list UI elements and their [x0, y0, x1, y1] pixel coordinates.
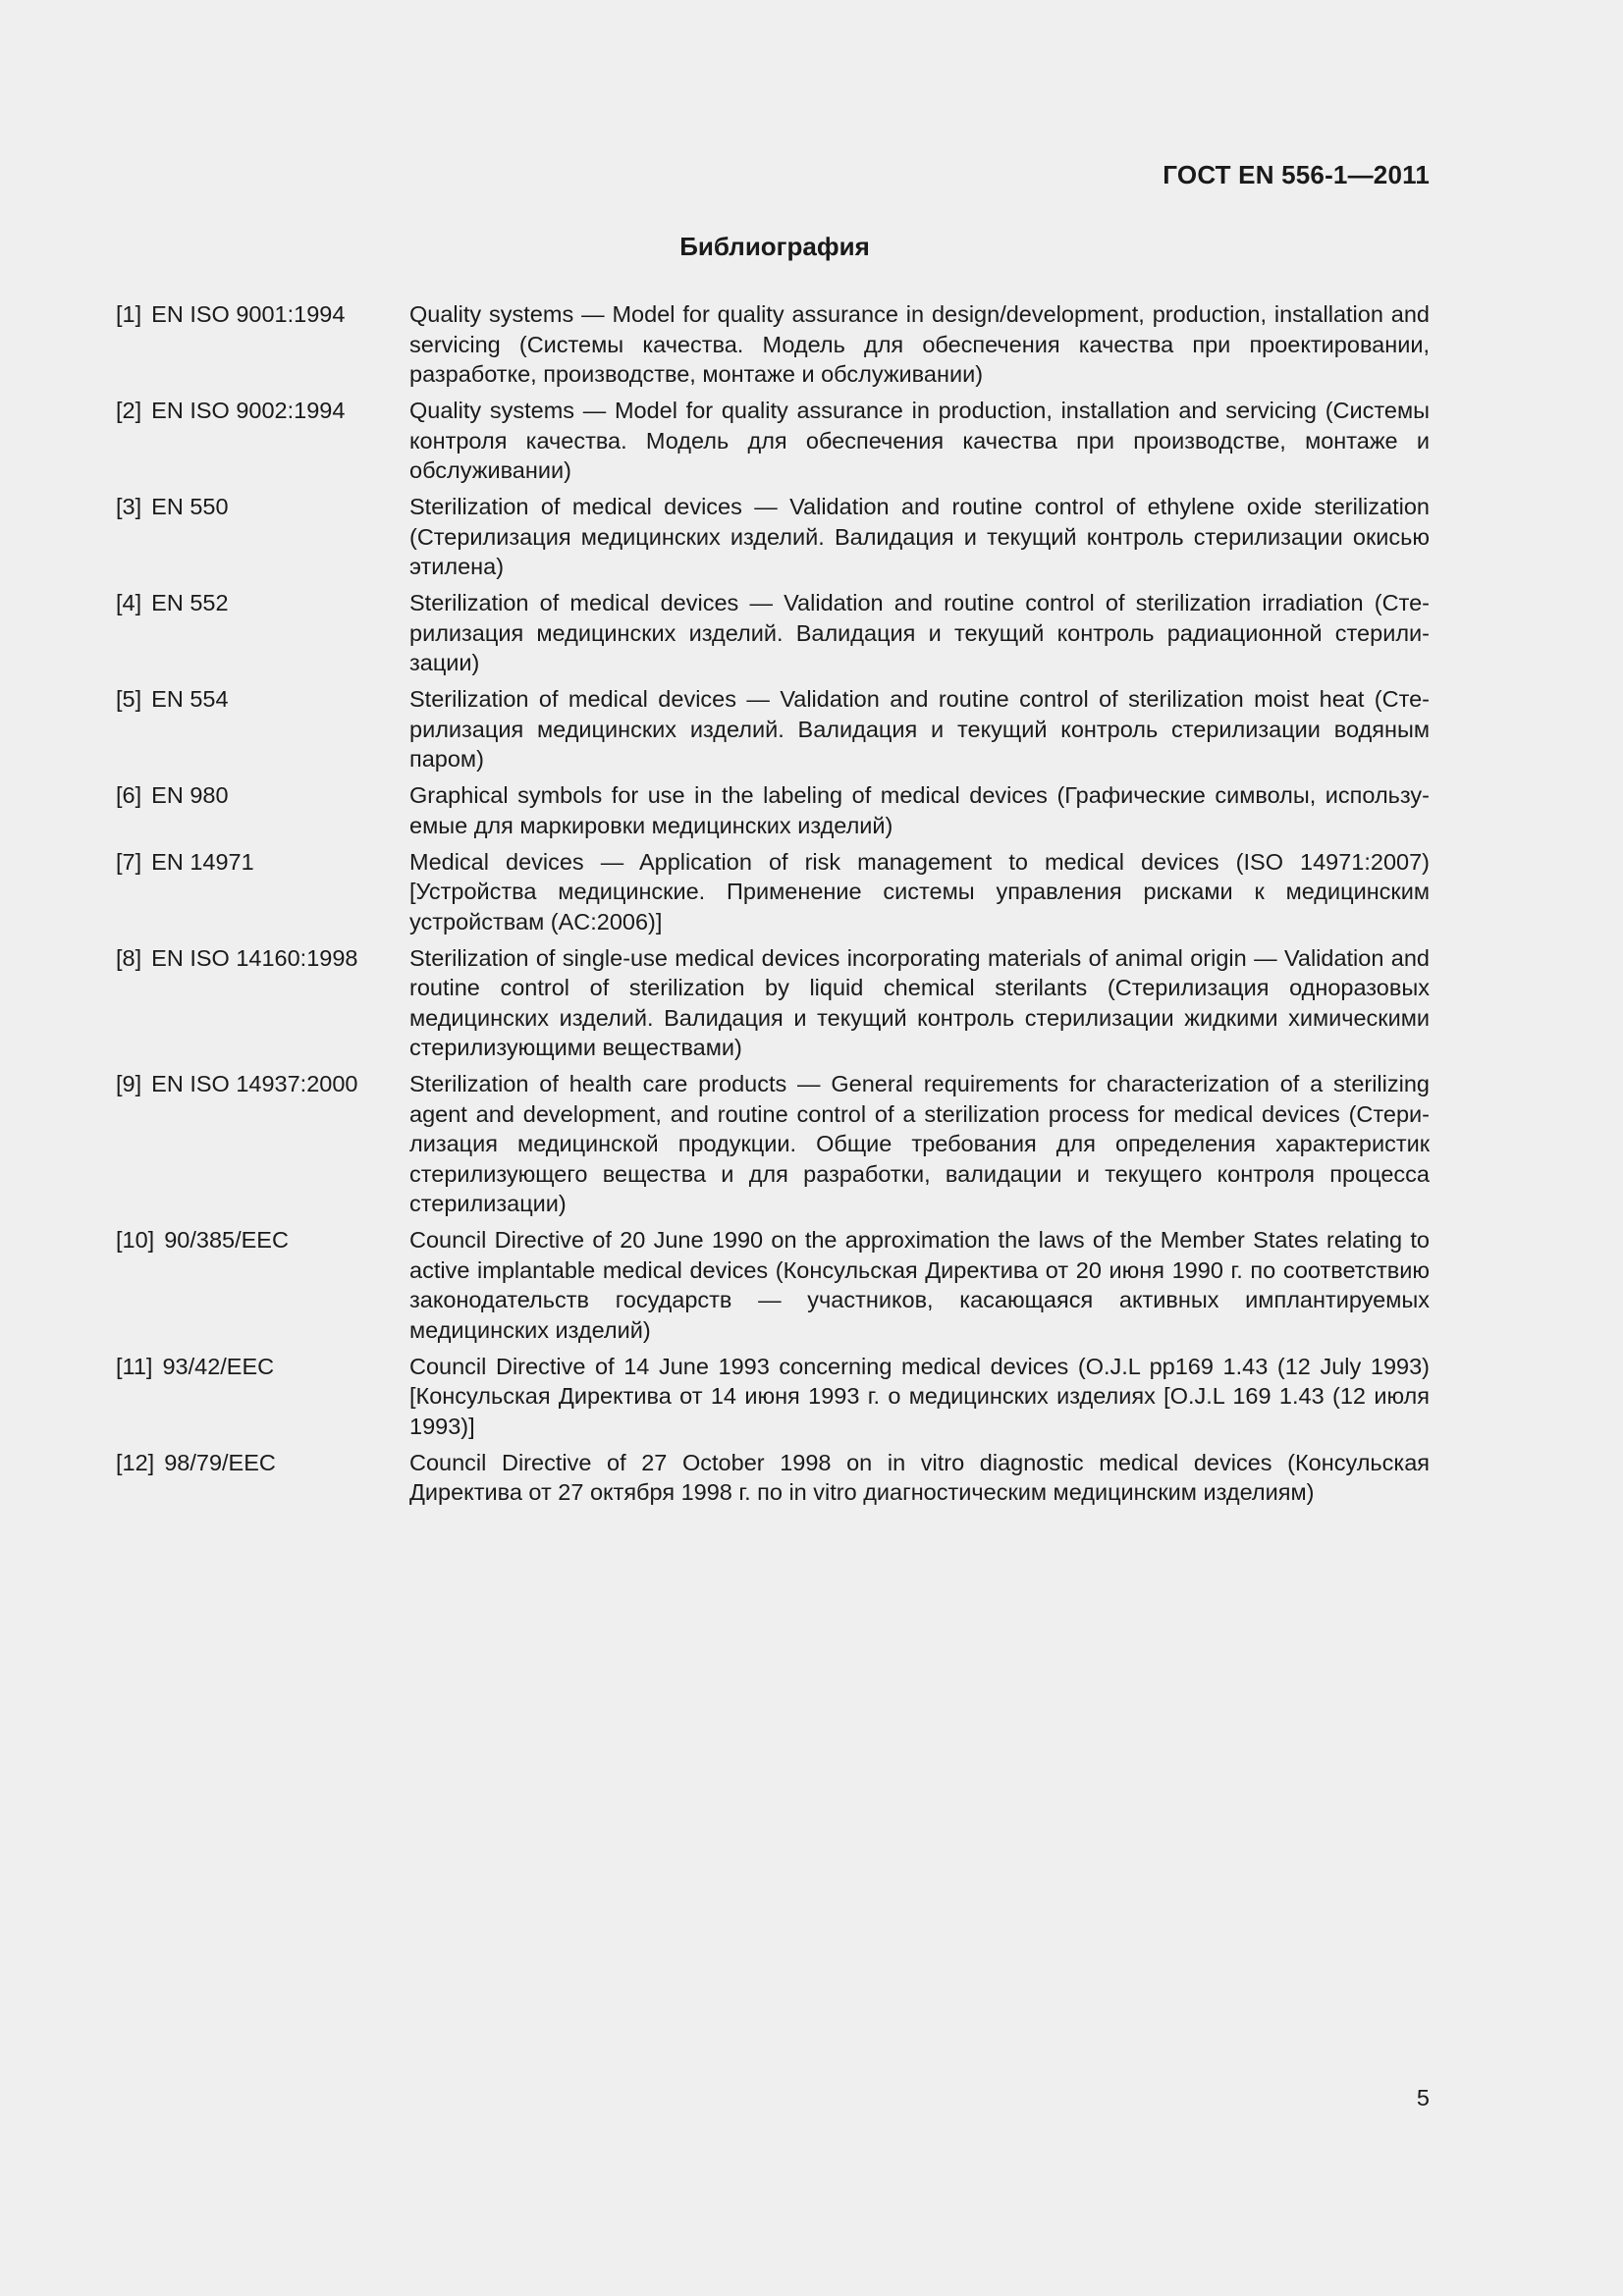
- entry-code: EN ISO 14160:1998: [151, 944, 358, 971]
- entry-code: EN 980: [151, 782, 229, 808]
- entry-reference: [116, 943, 409, 974]
- page-number: 5: [1416, 2085, 1430, 2110]
- bibliography-entry: [116, 943, 1430, 1063]
- entry-code: EN 550: [151, 494, 229, 519]
- entry-description: Medical devices — Application of risk management to medical devices (ISO 14971:2007) [Устройства медицинские. Применение системы управления рисками к медицинским устройствам (AC:2006)]: [409, 848, 1430, 934]
- entry-reference: [116, 1448, 409, 1478]
- bibliography-list: [116, 299, 1430, 1514]
- entry-number: [6]: [116, 782, 142, 808]
- entry-description: Quality systems — Model for quality assurance in design/development, production, installation and servicing (Системы качества. Модель для обеспечения качества при проектировании, разработке, производстве, монтаже и обслуживании): [409, 301, 1430, 387]
- entry-code: 93/42/EEC: [162, 1353, 275, 1379]
- bibliography-entry: [116, 396, 1430, 486]
- entry-reference: [116, 1069, 409, 1099]
- entry-number: [2]: [116, 398, 142, 423]
- entry-description: Sterilization of medical devices — Validation and routine control of ethylene oxide sterilization (Стерилизация медицинских изделий. Валидация и текущий контроль стерилизации окисью этилена): [409, 494, 1430, 579]
- entry-code: EN 552: [151, 590, 229, 615]
- bibliography-entry: [116, 299, 1430, 390]
- bibliography-entry: [116, 1225, 1430, 1345]
- entry-description: Council Directive of 27 October 1998 on in vitro diagnostic medical devices (Консульская Директива от 27 октября 1998 г. по in vitro диагностическим медицинским изделиям): [409, 1449, 1430, 1505]
- entry-reference: [116, 1352, 409, 1382]
- bibliography-entry: [116, 492, 1430, 582]
- entry-description: Sterilization of single-use medical devices incorporating materials of animal origin — Validation and routine control of sterilization by liquid chemical sterilants (Стерилизация одноразовых медицинских изделий. Валидация и текущий контроль стерилизации жидкими химическими стерилизующими веществами): [409, 944, 1430, 1060]
- entry-number: [4]: [116, 590, 142, 615]
- entry-description: Sterilization of health care products — General requirements for characterization of a sterilizing agent and development, and routine control of a sterilization process for medical devices (Стерилизация медицинской продукции. Общие требования для определения характеристик стерилизующего вещества и для разработки, валидации и текущего контроля процесса стерилизации): [409, 1071, 1430, 1216]
- entry-code: EN ISO 14937:2000: [151, 1071, 358, 1096]
- entry-number: [1]: [116, 301, 142, 327]
- entry-reference: [116, 847, 409, 878]
- entry-code: 90/385/EEC: [164, 1227, 289, 1253]
- entry-number: [9]: [116, 1071, 142, 1096]
- entry-reference: [116, 492, 409, 522]
- page-title: Библиография: [679, 232, 870, 261]
- entry-reference: [116, 396, 409, 426]
- document-code: ГОСТ EN 556-1—2011: [1163, 160, 1430, 189]
- entry-number: [3]: [116, 494, 142, 519]
- entry-reference: [116, 299, 409, 330]
- entry-reference: [116, 684, 409, 715]
- entry-code: EN ISO 9002:1994: [151, 398, 346, 423]
- bibliography-entry: [116, 1352, 1430, 1442]
- entry-description: Sterilization of medical devices — Validation and routine control of sterilization moist heat (Стерилизация медицинских изделий. Валидация и текущий контроль стерилизации водяным паром): [409, 686, 1430, 772]
- entry-code: EN 554: [151, 686, 229, 712]
- entry-reference: [116, 780, 409, 811]
- entry-code: EN 14971: [151, 848, 254, 875]
- bibliography-entry: [116, 780, 1430, 840]
- bibliography-entry: [116, 684, 1430, 774]
- entry-description: Council Directive of 14 June 1993 concerning medical devices (O.J.L pp169 1.43 (12 July 1993) [Консульская Директива от 14 июня 1993 г. о медицинских изделиях [O.J.L 169 1.43 (12 июля 1993)]: [409, 1353, 1430, 1439]
- bibliography-entry: [116, 847, 1430, 937]
- bibliography-entry: [116, 1069, 1430, 1219]
- entry-reference: [116, 1225, 409, 1255]
- entry-number: [5]: [116, 686, 142, 712]
- entry-number: [12]: [116, 1449, 155, 1475]
- bibliography-entry: [116, 588, 1430, 678]
- entry-number: [10]: [116, 1227, 155, 1253]
- bibliography-entry: [116, 1448, 1430, 1508]
- entry-reference: [116, 588, 409, 618]
- entry-description: Council Directive of 20 June 1990 on the approximation the laws of the Member States relating to active implantable medical devices (Консульская Директива от 20 июня 1990 г. по соответствию законодательств государств — участников, касающаяся активных имплантируемых медицинских изделий): [409, 1227, 1430, 1343]
- entry-description: Sterilization of medical devices — Validation and routine control of sterilization irradiation (Стерилизация медицинских изделий. Валидация и текущий контроль радиационной стерилизации): [409, 590, 1430, 675]
- entry-number: [8]: [116, 944, 142, 971]
- entry-number: [11]: [116, 1353, 153, 1379]
- entry-description: Graphical symbols for use in the labeling of medical devices (Графические символы, используемые для маркировки медицинских изделий): [409, 782, 1430, 838]
- entry-number: [7]: [116, 848, 142, 875]
- entry-code: 98/79/EEC: [164, 1449, 276, 1475]
- entry-description: Quality systems — Model for quality assurance in production, installation and servicing (Системы контроля качества. Модель для обеспечения качества при производстве, монтаже и обслуживании): [409, 398, 1430, 483]
- entry-code: EN ISO 9001:1994: [151, 301, 346, 327]
